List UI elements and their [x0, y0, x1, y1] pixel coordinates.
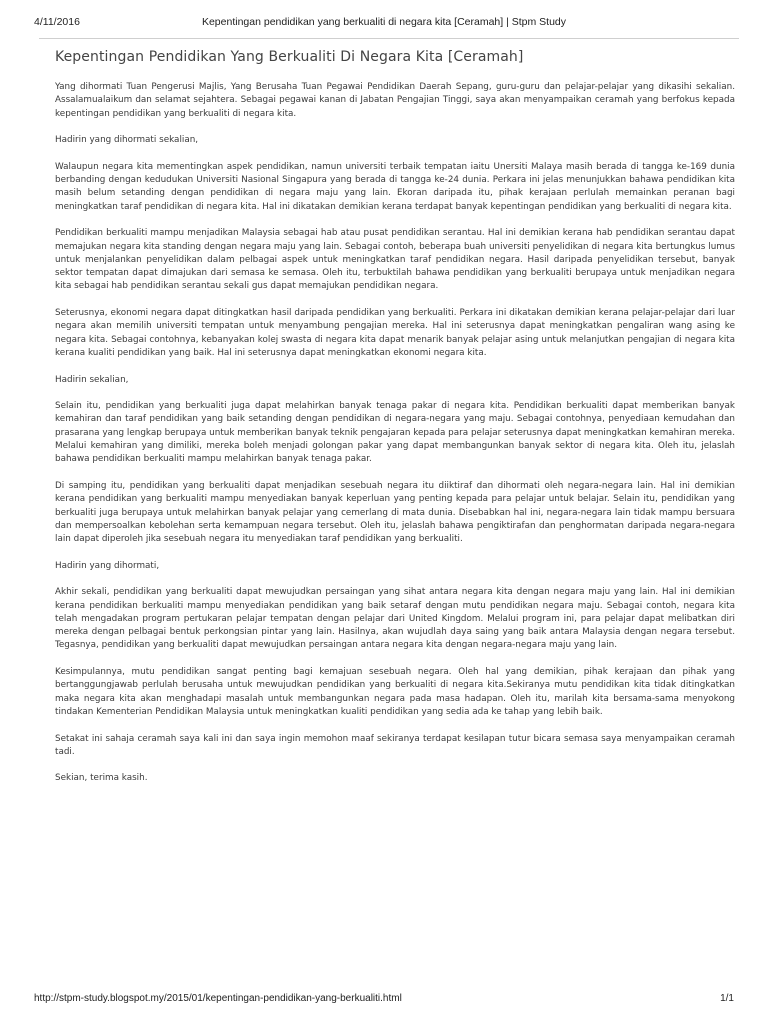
paragraph: Sekian, terima kasih. [55, 773, 148, 784]
paragraph: Walaupun negara kita mementingkan aspek pendidikan, namun universiti terbaik tempatan iaitu Unersiti Malaya masih berada di tangga ke-169 dunia berbanding dengan kedudukan Universiti Nasional Singapura yang berada di tangga ke-24 dunia. Perkara ini jelas menunjukkan bahawa pendidikan kita masih belum setanding dengan pendidikan di negara maju yang lain. Ekoran daripada itu, pihak kerajaan perlulah memainkan peranan bagi meningkatkan taraf pendidikan di negara kita. Hal ini dikatakan demikian kerana terdapat banyak kepentingan pendidikan yang berkualiti di negara kita. [55, 161, 735, 212]
paragraph: Pendidikan berkualiti mampu menjadikan Malaysia sebagai hab atau pusat pendidikan serantau. Hal ini demikian kerana hab pendidikan serantau dapat memajukan negara kita standing dengan negara maju yang lain. Sebagai contoh, beberapa buah universiti penyelidikan di negara kita bertungkus lumus untuk menjalankan penyelidikan dalam pelbagai aspek untuk meningkatkan taraf pendidikan negara. Hasil daripada penyelidikan tersebut, banyak sektor tempatan dapat dimajukan dari semasa ke semasa. Oleh itu, terbuktilah bahawa pendidikan yang berkualiti berupaya untuk menjadikan negara kita sebagai hab pendidikan serantau sekali gus dapat memajukan pendidikan negara. [55, 228, 735, 292]
paragraph: Yang dihormati Tuan Pengerusi Majlis, Yang Berusaha Tuan Pegawai Pendidikan Daerah Sepang, guru-guru dan pelajar-pelajar yang dikasihi sekalian. Assalamualaikum dan selamat sejahtera. Sebagai pegawai kanan di Jabatan Pengajian Tinggi, saya akan menyampaikan ceramah yang berfokus kepada kepentingan pendidikan yang berkualiti di negara kita. [55, 82, 735, 119]
print-header [34, 16, 734, 30]
print-date: 4/11/2016 [34, 16, 80, 28]
post-container [43, 38, 735, 799]
paragraph: Seterusnya, ekonomi negara dapat ditingkatkan hasil daripada pendidikan yang berkualiti. Perkara ini dikatakan demikian kerana pelajar-pelajar dari luar negara akan memilih universiti tempatan untuk menyambung pengajian mereka. Hal ini seterusnya dapat meningkatkan pengaliran wang asing ke negara kita. Sebagai contohnya, kebanyakan kolej swasta di negara kita dapat menarik banyak pelajar asing untuk melanjutkan pengajian di negara kita kerana kualiti pendidikan yang baik. Hal ini seterusnya dapat meningkatkan ekonomi negara kita. [55, 308, 735, 358]
post-body [43, 81, 735, 786]
page-url-link[interactable]: http://stpm-study.blogspot.my/2015/01/kepentingan-pendidikan-yang-berkualiti.html [34, 993, 402, 1004]
paragraph: Akhir sekali, pendidikan yang berkualiti dapat mewujudkan persaingan yang sihat antara negara kita dengan negara maju yang lain. Hal ini demikian kerana pendidikan berkualiti mampu menyediakan pendidikan yang baik setaraf dengan mutu pendidikan negara maju. Sebagai contoh, negara kita telah mengadakan program pertukaran pelajar tempatan dengan pelajar dari United Kingdom. Melalui program ini, para pelajar dapat melibatkan diri mereka dengan pelbagai bentuk perkongsian pintar yang lain. Hasilnya, akan wujudlah daya saing yang baik antara Malaysia dengan negara tersebut. Tegasnya, pendidikan yang berkualiti dapat mewujudkan persaingan antara negara kita dengan negara-negara maju yang lain. [55, 587, 735, 651]
paragraph: Hadirin yang dihormati, [55, 560, 160, 571]
paragraph: Kesimpulannya, mutu pendidikan sangat penting bagi kemajuan sesebuah negara. Oleh hal yang demikian, pihak kerajaan dan pihak yang bertanggungjawab perlulah berusaha untuk mewujudkan pendidikan yang berkualiti di negara kita.Sekiranya mutu pendidikan kita tidak ditingkatkan maka negara kita akan menghadapi masalah untuk membangunkan negara pada masa hadapan. Oleh itu, marilah kita bersama-sama menyokong tindakan Kementerian Pendidikan Malaysia untuk meningkatkan kualiti pendidikan yang sedia ada ke tahap yang lebih baik. [55, 667, 735, 717]
print-footer [34, 993, 734, 1007]
paragraph: Setakat ini sahaja ceramah saya kali ini dan saya ingin memohon maaf sekiranya terdapat kesilapan tutur bicara semasa saya menyampaikan ceramah tadi. [55, 733, 735, 757]
paragraph: Di samping itu, pendidikan yang berkualiti dapat menjadikan sesebuah negara itu diiktiraf dan dihormati oleh negara-negara lain. Hal ini demikian kerana pendidikan yang berkualiti mampu menyediakan banyak keperluan yang penting kepada para pelajar untuk belajar. Selain itu, pendidikan yang berkualiti juga berupaya untuk melahirkan banyak pelajar yang cemerlang di mata dunia. Disebabkan hal ini, negara-negara lain tidak mampu bersuara dan mempersoalkan kebolehan serta kemampuan negara tersebut. Oleh itu, jelaslah bahawa pengiktirafan dan penghormatan daripada negara-negara lain dapat diperoleh jika sesebuah negara itu menyediakan taraf pendidikan yang berkualiti. [55, 480, 735, 545]
print-page-title: Kepentingan pendidikan yang berkualiti di negara kita [Ceramah] | Stpm Study [201, 16, 567, 28]
page-number: 1/1 [720, 993, 734, 1004]
top-divider [39, 38, 739, 39]
paragraph: Hadirin yang dihormati sekalian, [55, 135, 199, 146]
post-title: Kepentingan Pendidikan Yang Berkualiti Di Negara Kita [Ceramah] [55, 49, 524, 65]
paragraph: Selain itu, pendidikan yang berkualiti juga dapat melahirkan banyak tenaga pakar di negara kita. Pendidikan berkualiti dapat memberikan banyak kemahiran dan taraf pendidikan yang baik setanding dengan pendidikan di negara-negara yang maju. Sebagai contohnya, penyediaan kemudahan dan prasarana yang lengkap berupaya untuk memberikan banyak teknik pengajaran kepada para pelajar seterusnya dapat meningkatkan kemahiran mereka. Melalui kemahiran yang dimiliki, mereka boleh menjadi golongan pakar yang dapat membangunkan banyak sektor di negara kita. Oleh itu, jelaslah bahawa pendidikan berkualiti mampu melahirkan banyak tenaga pakar. [55, 401, 735, 465]
paragraph: Hadirin sekalian, [55, 374, 129, 385]
